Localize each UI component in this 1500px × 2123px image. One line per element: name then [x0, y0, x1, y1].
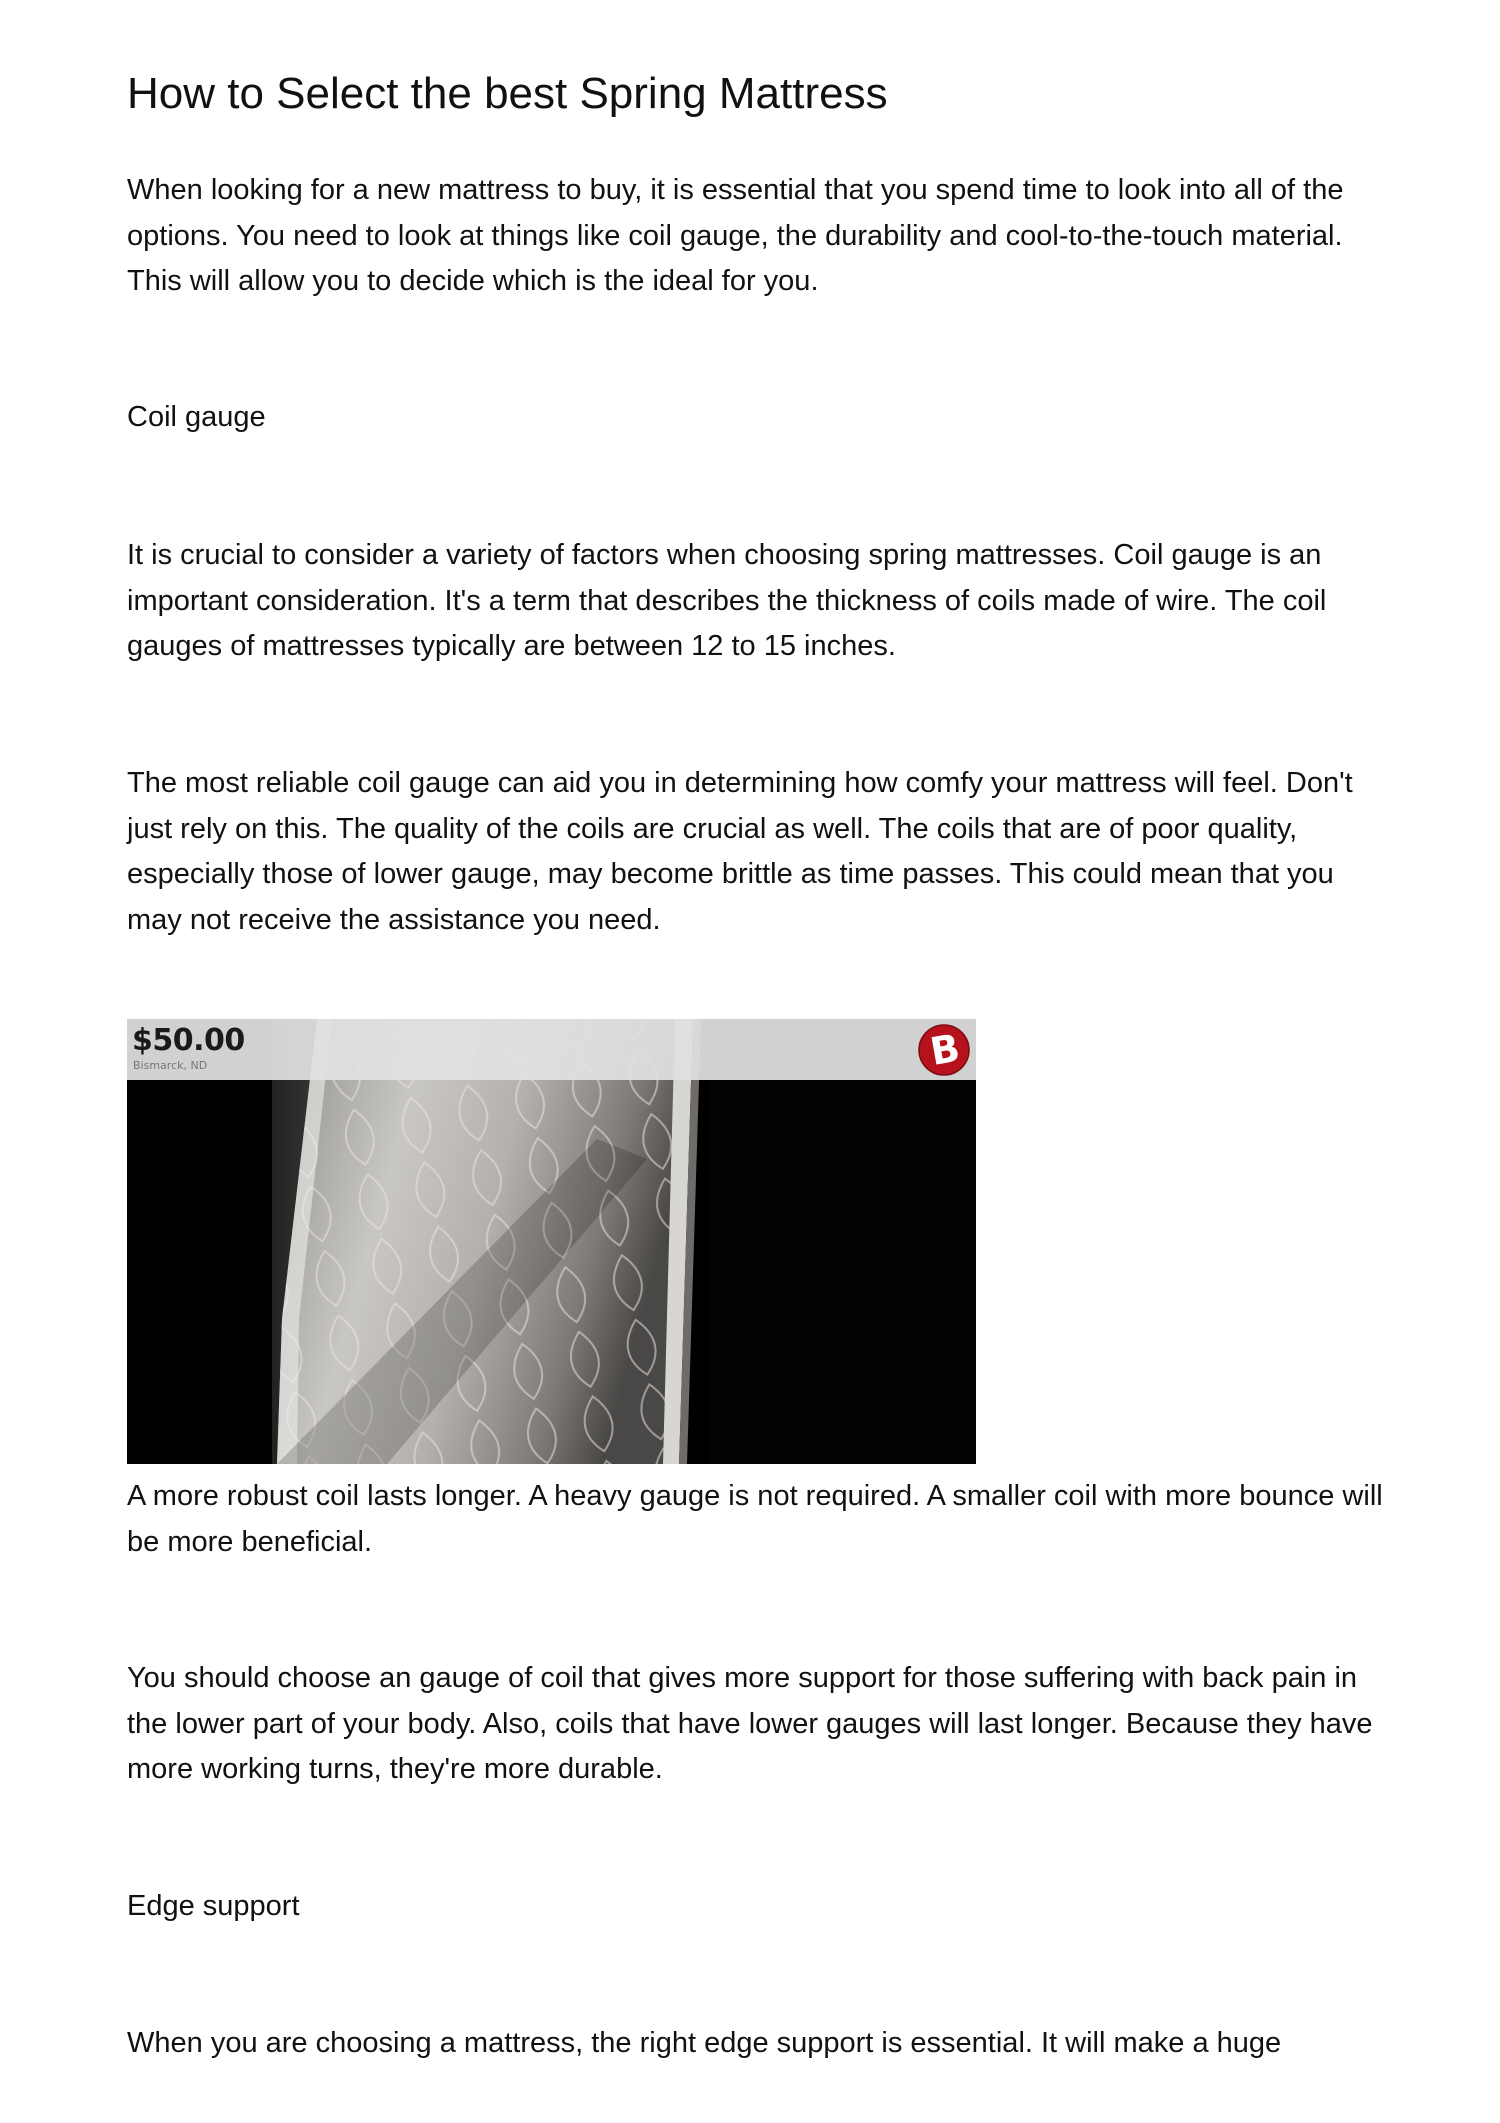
coil-paragraph-3: A more robust coil lasts longer. A heavy gauge is not required. A smaller coil with more bounce will be more beneficial. [127, 1480, 1383, 1558]
brand-logo-icon [918, 1024, 970, 1076]
article-title: How to Select the best Spring Mattress [127, 69, 888, 118]
location-label: Bismarck, ND [133, 1059, 208, 1072]
edge-paragraph-1: When you are choosing a mattress, the right edge support is essential. It will make a huge [127, 2027, 1282, 2059]
price-banner [127, 1019, 976, 1080]
mattress-photo [127, 1019, 976, 1464]
mattress-photo-drawing [127, 1019, 976, 1464]
price-label: $50.00 [132, 1023, 245, 1058]
coil-paragraph-4: You should choose an gauge of coil that gives more support for those suffering with back pain in the lower part of your body. Also, coils that have lower gauges will last longer. Because they have more working turns, they're more durable. [127, 1662, 1373, 1785]
coil-paragraph-2: The most reliable coil gauge can aid you in determining how comfy your mattress will feel. Don't just rely on this. The quality of the coils are crucial as well. The coils that are of poor quality, especially those of lower gauge, may become brittle as time passes. This could mean that you may not receive the assistance you need. [127, 767, 1353, 936]
intro-paragraph: When looking for a new mattress to buy, it is essential that you spend time to look into all of the options. You need to look at things like coil gauge, the durability and cool-to-the-touch material. This will allow you to decide which is the ideal for you. [127, 174, 1344, 297]
section-heading-coil-gauge: Coil gauge [127, 401, 266, 433]
coil-paragraph-1: It is crucial to consider a variety of factors when choosing spring mattresses. Coil gauge is an important consideration. It's a term that describes the thickness of coils made of wire. The coil gauges of mattresses typically are between 12 to 15 inches. [127, 539, 1327, 662]
section-heading-edge-support: Edge support [127, 1890, 300, 1922]
brand-logo-letter: B [926, 1025, 964, 1075]
